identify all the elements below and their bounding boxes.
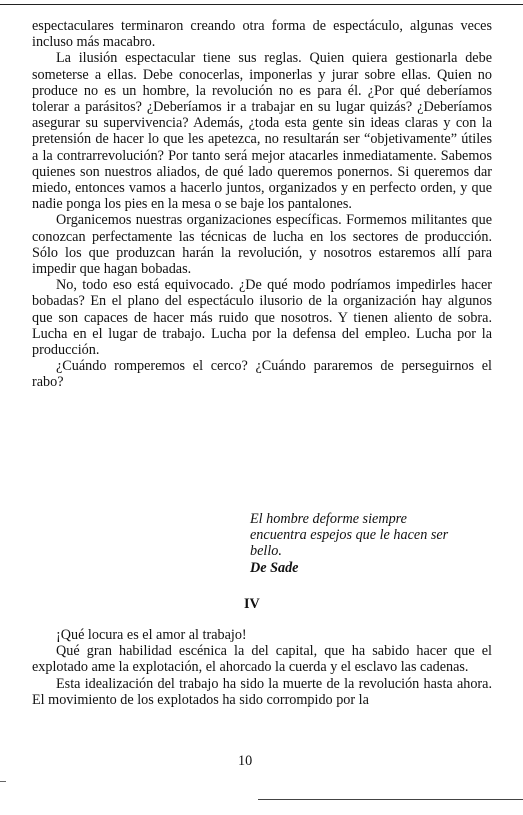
- paragraph-idealization: Esta idealización del trabajo ha sido la muerte de la revolución hasta ahora. El movimiento de los explotados ha sido corrompido por la: [32, 675, 492, 708]
- page-number: 10: [238, 753, 253, 769]
- epigraph: [250, 511, 495, 576]
- paragraph-spectacular-illusion: La ilusión espectacular tiene sus reglas. Quien quiera gestionarla debe someterse a ellas. Debe conocerlas, imponerlas y jurar sobre ellas. Quien no produce no es un hombre, la revolución no es para él. ¿Por qué deberíamos tolerar a parásitos? ¿Deberíamos ir a trabajar en su lugar quizás? ¿Deberíamos asegurar su supervivencia? Además, ¿toda esta gente sin ideas claras y con la pretensión de hacer lo que les apetezca, no resultarán ser “objetivamente” útiles a la contrarrevolución? Por tanto será mejor atacarles inmediatamente. Sabemos quienes son nuestros aliados, de qué lado queremos ponernos. Si queremos dar miedo, entonces vamos a hacerlo juntos, organizados y en perfecto orden, y que nadie ponga los pies en la mesa o se baje los pantalones.: [32, 50, 492, 213]
- paragraph-scenic-skill: Qué gran habilidad escénica la del capital, que ha sabido hacer que el explotado ame la explotación, el ahorcado la cuerda y el esclavo las cadenas.: [32, 643, 492, 676]
- epigraph-line-3: bello.: [250, 543, 282, 560]
- paragraph-madness-of-work: ¡Qué locura es el amor al trabajo!: [56, 627, 247, 643]
- paragraph-organize: Organicemos nuestras organizaciones específicas. Formemos militantes que conozcan perfectamente las técnicas de lucha en los sectores de producción. Sólo los que produzcan harán la revolución, y nosotros estaremos allí para impedir que hagan bobadas.: [32, 212, 492, 278]
- body-text-section-1: [32, 18, 492, 391]
- bottom-border-line: [258, 799, 523, 800]
- paragraph-break-siege: ¿Cuándo romperemos el cerco? ¿Cuándo pararemos de perseguirnos el rabo?: [32, 358, 492, 391]
- margin-mark: [0, 781, 6, 782]
- top-border-line: [0, 4, 523, 5]
- paragraph-continuation: espectaculares terminaron creando otra forma de espectáculo, algunas veces incluso más macabro.: [32, 18, 492, 51]
- epigraph-line-2: encuentra espejos que le hacen ser: [250, 527, 449, 544]
- paragraph-all-wrong: No, todo eso está equivocado. ¿De qué modo podríamos impedirles hacer bobadas? En el plano del espectáculo ilusorio de la organización hay algunos que son capaces de hacer más ruido que nosotros. Y tienen aliento de sobra. Lucha en el lugar de trabajo. Lucha por la defensa del empleo. Lucha por la producción.: [32, 277, 492, 359]
- body-text-section-2: [32, 627, 492, 708]
- chapter-number: IV: [244, 596, 260, 612]
- epigraph-line-1: El hombre deforme siempre: [250, 511, 407, 527]
- epigraph-author: De Sade: [250, 559, 299, 576]
